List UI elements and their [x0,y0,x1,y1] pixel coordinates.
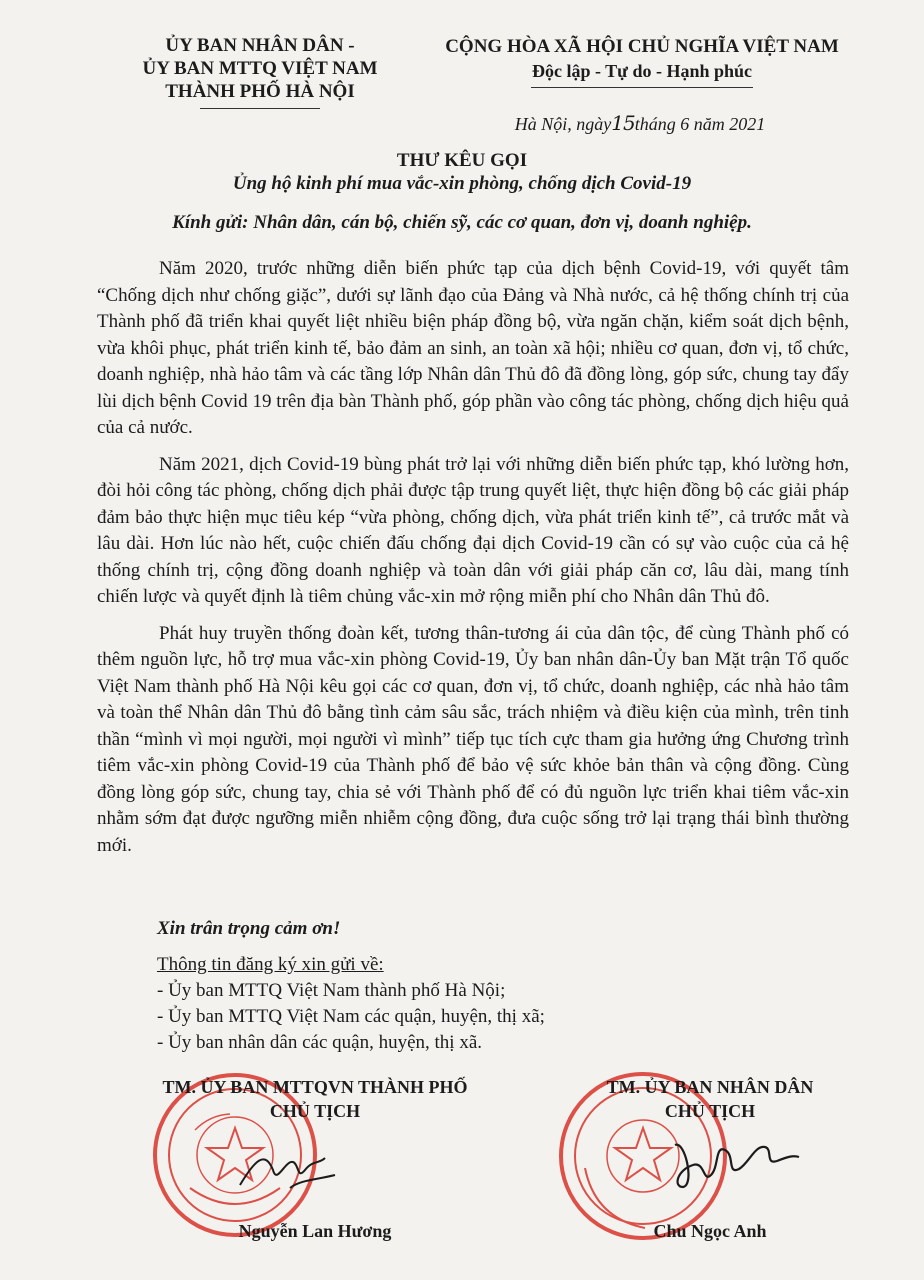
handwritten-signature-right [665,1125,805,1195]
signer-role-right: CHỦ TỊCH [664,1101,756,1121]
dateline-prefix: Hà Nội, ngày [514,114,612,134]
signer-org-left: TM. ỦY BAN MTTQVN THÀNH PHỐ [162,1077,468,1097]
issuer-line-2: ỦY BAN MTTQ VIỆT NAM [142,58,378,79]
national-motto: Độc lập - Tự do - Hạnh phúc [531,61,753,81]
document-title: THƯ KÊU GỌI [396,150,528,171]
paragraph-2: Năm 2021, dịch Covid-19 bùng phát trở lại với những diễn biến phức tạp, khó lường hơn, đòi hỏi công tác phòng, chống dịch phải được tập trung quyết liệt, thực hiện đồng bộ các giải pháp đảm bảo thực hiện mục tiêu kép “vừa phòng, chống dịch, vừa phát triển kinh tế”, cả trước mắt và lâu dài. Hơn lúc nào hết, cuộc chiến đấu chống đại dịch Covid-19 cần có sự vào cuộc của cả hệ thống chính trị, cộng đồng doanh nghiệp và toàn dân với giải pháp căn cơ, lâu dài, mang tính chiến lược và quyết định là tiêm chủng vắc-xin mở rộng miễn phí cho Nhân dân Thủ đô. [97,453,849,607]
registration-item: - Ủy ban MTTQ Việt Nam thành phố Hà Nội; [157,980,506,1001]
signer-name-left: Nguyễn Lan Hương [238,1221,392,1241]
signer-name-right: Chu Ngọc Anh [653,1221,767,1241]
issuer-line-3: THÀNH PHỐ HÀ NỘI [165,81,355,102]
thanks-line: Xin trân trọng cảm ơn! [157,918,341,939]
issuer-line-1: ỦY BAN NHÂN DÂN - [165,35,355,56]
paragraph-3: Phát huy truyền thống đoàn kết, tương thân-tương ái của dân tộc, để cùng Thành phố có thêm nguồn lực, hỗ trợ mua vắc-xin phòng Covid-19, Ủy ban nhân dân-Ủy ban Mặt trận Tổ quốc Việt Nam thành phố Hà Nội kêu gọi các cơ quan, đơn vị, tổ chức, doanh nghiệp, các nhà hảo tâm và toàn thể Nhân dân Thủ đô bằng tình cảm sâu sắc, trách nhiệm và điều kiện của mình, trên tinh thần “mình vì mọi người, mọi người vì mình” tiếp tục tích cực tham gia hưởng ứng Chương trình tiêm vắc-xin phòng Covid-19 của Thành phố để bảo vệ sức khỏe bản thân và cộng đồng. Cùng đồng lòng góp sức, chung tay, chia sẻ với Thành phố để có đủ nguồn lực triển khai tiêm vắc-xin nhằm sớm đạt được ngưỡng miễn nhiễm cộng đồng, đưa cuộc sống trở lại trạng thái bình thường mới. [97,622,849,856]
dateline-day: 15 [611,111,635,135]
document-subtitle: Ủng hộ kinh phí mua vắc-xin phòng, chống dịch Covid-19 [232,173,692,194]
registration-info [157,952,545,1056]
signer-role-left: CHỦ TỊCH [269,1101,361,1121]
dateline-suffix: tháng 6 năm 2021 [634,114,766,134]
letter-body [97,256,849,869]
signature-block-left [110,1075,520,1241]
signature-block-right [560,1075,860,1241]
national-title: CỘNG HÒA XÃ HỘI CHỦ NGHĨA VIỆT NAM [445,36,839,57]
handwritten-signature-left [235,1140,345,1200]
recipient-line: Kính gửi: Nhân dân, cán bộ, chiến sỹ, các cơ quan, đơn vị, doanh nghiệp. [172,212,752,233]
paragraph-1: Năm 2020, trước những diễn biến phức tạp của dịch bệnh Covid-19, với quyết tâm “Chống dịch như chống giặc”, dưới sự lãnh đạo của Đảng và Nhà nước, cả hệ thống chính trị của Thành phố đã triển khai quyết liệt nhiều biện pháp đồng bộ, vừa ngăn chặn, kiểm soát dịch bệnh, vừa khôi phục, phát triển kinh tế, bảo đảm an sinh, an toàn xã hội; nhiều cơ quan, đơn vị, tổ chức, doanh nghiệp, nhà hảo tâm và các tầng lớp Nhân dân Thủ đô đã đồng lòng, góp sức, chung tay đẩy lùi dịch bệnh Covid 19 trên địa bàn Thành phố, góp phần vào công tác phòng, chống dịch hiệu quả của cả nước. [97,258,849,438]
dateline [460,111,820,135]
national-header [432,34,852,88]
registration-item: - Ủy ban nhân dân các quận, huyện, thị xã. [157,1032,483,1053]
registration-item: - Ủy ban MTTQ Việt Nam các quận, huyện, thị xã; [157,1006,545,1027]
issuer-header [95,34,425,109]
issuer-underline [200,108,320,109]
registration-title: Thông tin đăng ký xin gửi về: [157,954,384,975]
signer-org-right: TM. ỦY BAN NHÂN DÂN [606,1077,814,1097]
motto-underline [531,87,753,88]
